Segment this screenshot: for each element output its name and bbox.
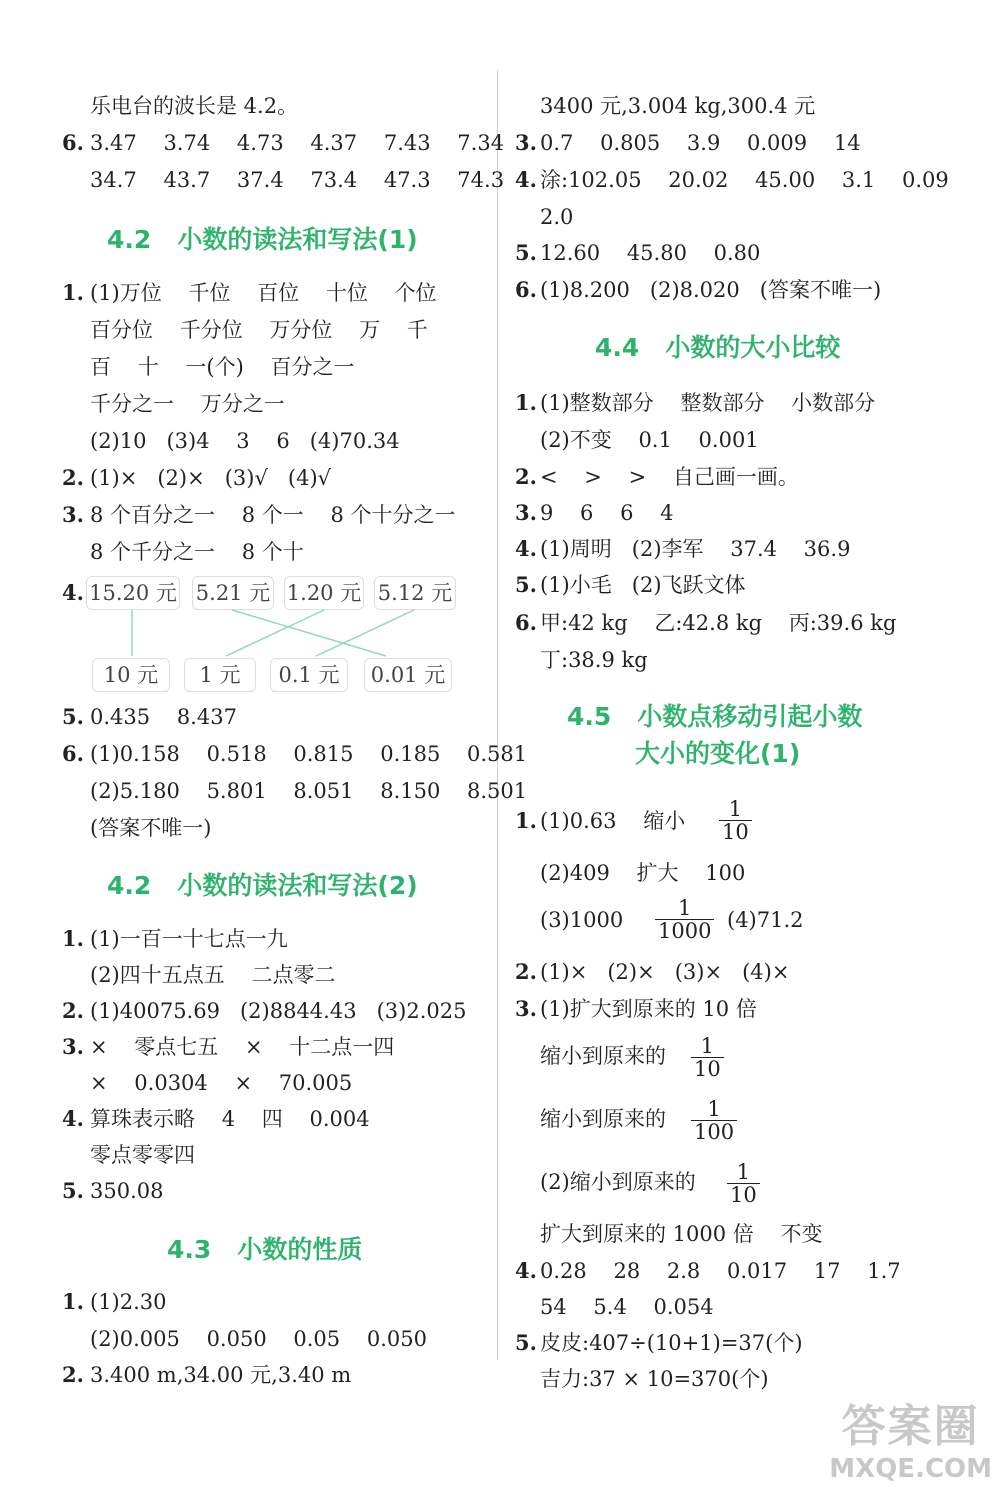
answer-line: 扩大到原来的 1000 倍 不变 [540, 1222, 823, 1246]
answer-line: (1)× (2)× (3)× (4)× [540, 960, 790, 984]
question-number: 3. [62, 1034, 84, 1059]
answer-line: 2.0 [540, 205, 574, 229]
question-number: 4. [62, 580, 84, 605]
value-box: 1 元 [184, 658, 256, 692]
question-number: 1. [62, 1289, 84, 1314]
question-number: 2. [515, 959, 537, 984]
answer-line: 0.7 0.805 3.9 0.009 14 [540, 131, 861, 155]
watermark-text: 答案圈 [841, 1401, 980, 1452]
answer-line: 百分位 千分位 万分位 万 千 [90, 318, 428, 342]
answer-line: 54 5.4 0.054 [540, 1295, 714, 1319]
answer-line: 34.7 43.7 37.4 73.4 47.3 74.3 [90, 168, 505, 192]
question-number: 1. [515, 390, 537, 415]
answer-line: 9 6 6 4 [540, 501, 674, 525]
answer-line: 丁:38.9 kg [540, 648, 648, 672]
price-box: 15.20 元 [86, 576, 180, 610]
answer-line: (2)四十五点五 二点零二 [90, 963, 336, 987]
answer-line: (1)2.30 [90, 1290, 167, 1314]
question-number: 5. [515, 572, 537, 597]
question-number: 5. [62, 704, 84, 729]
value-box: 10 元 [92, 658, 170, 692]
answer-line: 8 个百分之一 8 个一 8 个十分之一 [90, 503, 456, 527]
section-heading-4-2-part2: 4.2 小数的读法和写法(2) [107, 871, 418, 900]
answer-line: 吉力:37 × 10=370(个) [540, 1367, 769, 1391]
answer-line: 0.28 28 2.8 0.017 17 1.7 [540, 1259, 901, 1283]
question-number: 3. [62, 502, 84, 527]
answer-line: 算珠表示略 4 四 0.004 [90, 1107, 370, 1131]
answer-line: 千分之一 万分之一 [90, 392, 285, 416]
answer-line: 缩小到原来的 [540, 1044, 666, 1068]
answer-line: 百 十 一(个) 百分之一 [90, 355, 355, 379]
answer-line: 零点零零四 [90, 1143, 195, 1167]
value-box: 0.01 元 [364, 658, 452, 692]
answer-line: (1)× (2)× (3)√ (4)√ [90, 466, 332, 490]
column-divider [497, 70, 498, 1360]
answer-line: (2)不变 0.1 0.001 [540, 428, 759, 452]
question-number: 1. [62, 280, 84, 305]
fraction-numerator: 1 [691, 1098, 737, 1121]
answer-line: (1)扩大到原来的 10 倍 [540, 997, 757, 1021]
section-heading-4-5-line1: 4.5 小数点移动引起小数 [567, 702, 863, 731]
answer-line: 皮皮:407÷(10+1)=37(个) [540, 1331, 803, 1355]
section-heading-4-5-line2: 大小的变化(1) [635, 739, 801, 768]
fraction [719, 798, 752, 843]
answer-line: (1)周明 (2)李军 37.4 36.9 [540, 537, 851, 561]
fraction [655, 897, 714, 942]
fraction-numerator: 1 [691, 1035, 724, 1058]
fraction-denominator: 10 [694, 1057, 721, 1081]
question-number: 4. [62, 1106, 84, 1131]
price-box: 5.12 元 [374, 576, 456, 610]
fraction-numerator: 1 [655, 897, 714, 920]
answer-line: (1)小毛 (2)飞跃文体 [540, 573, 746, 597]
answer-line: (2)10 (3)4 3 6 (4)70.34 [90, 429, 400, 453]
matching-lines [86, 608, 466, 658]
question-number: 6. [62, 130, 84, 155]
question-number: 5. [515, 240, 537, 265]
question-number: 4. [515, 167, 537, 192]
answer-line: 3.47 3.74 4.73 4.37 7.43 7.34 [90, 131, 505, 155]
fraction-denominator: 1000 [658, 919, 712, 943]
question-number: 3. [515, 130, 537, 155]
question-number: 3. [515, 500, 537, 525]
question-number: 5. [62, 1178, 84, 1203]
fraction-denominator: 100 [694, 1120, 735, 1144]
answer-line: (1)8.200 (2)8.020 (答案不唯一) [540, 278, 882, 302]
fraction [691, 1098, 737, 1143]
fraction-denominator: 10 [730, 1183, 757, 1207]
question-number: 2. [62, 465, 84, 490]
fraction-numerator: 1 [719, 798, 752, 821]
question-number: 3. [515, 996, 537, 1021]
answer-line: (2)0.005 0.050 0.05 0.050 [90, 1327, 427, 1351]
answer-line: (1)0.158 0.518 0.815 0.185 0.581 [90, 742, 528, 766]
question-number: 2. [62, 1362, 84, 1387]
answer-line: (1)0.63 缩小 [540, 809, 686, 833]
question-number: 6. [515, 277, 537, 302]
answer-line: × 零点七五 × 十二点一四 [90, 1035, 395, 1059]
answer-line: (1)整数部分 整数部分 小数部分 [540, 391, 876, 415]
fraction-denominator: 10 [722, 820, 749, 844]
answer-line: (1)一百一十七点一九 [90, 927, 288, 951]
answer-line: 8 个千分之一 8 个十 [90, 540, 304, 564]
fraction [727, 1161, 760, 1206]
question-number: 4. [515, 1258, 537, 1283]
answer-line: (2)409 扩大 100 [540, 861, 746, 885]
answer-line: 350.08 [90, 1179, 164, 1203]
answer-line: (4)71.2 [727, 908, 804, 932]
answer-line: 甲:42 kg 乙:42.8 kg 丙:39.6 kg [540, 611, 897, 635]
question-number: 6. [62, 741, 84, 766]
answer-line: (3)1000 [540, 908, 624, 932]
answer-line: × 0.0304 × 70.005 [90, 1071, 353, 1095]
section-heading-4-2-part1: 4.2 小数的读法和写法(1) [107, 225, 418, 254]
answer-line: < > > 自己画一画。 [540, 465, 799, 489]
question-number: 5. [515, 1330, 537, 1355]
watermark-url: MXQE.COM [829, 1454, 992, 1484]
price-box: 5.21 元 [192, 576, 274, 610]
answer-line: (1)40075.69 (2)8844.43 (3)2.025 [90, 999, 467, 1023]
answer-line: 0.435 8.437 [90, 705, 237, 729]
answer-line: (2)5.180 5.801 8.051 8.150 8.501 [90, 779, 528, 803]
watermark-logo [829, 1390, 992, 1484]
answer-line: (2)缩小到原来的 [540, 1170, 696, 1194]
value-box: 0.1 元 [270, 658, 348, 692]
section-heading-4-4: 4.4 小数的大小比较 [595, 333, 841, 362]
section-heading-4-3: 4.3 小数的性质 [167, 1235, 363, 1264]
answer-line: 3.400 m,34.00 元,3.40 m [90, 1363, 352, 1387]
question-number: 4. [515, 536, 537, 561]
question-number: 2. [62, 998, 84, 1023]
answer-line: 乐电台的波长是 4.2。 [90, 94, 299, 118]
question-number: 1. [62, 926, 84, 951]
question-number: 2. [515, 464, 537, 489]
question-number: 6. [515, 610, 537, 635]
answer-line: (答案不唯一) [90, 816, 212, 840]
answer-line: 12.60 45.80 0.80 [540, 241, 761, 265]
fraction [691, 1035, 724, 1080]
answer-line: 缩小到原来的 [540, 1107, 666, 1131]
answer-line: (1)万位 千位 百位 十位 个位 [90, 281, 437, 305]
price-box: 1.20 元 [284, 576, 364, 610]
answer-line: 3400 元,3.004 kg,300.4 元 [540, 94, 816, 118]
fraction-numerator: 1 [727, 1161, 760, 1184]
answer-line: 涂:102.05 20.02 45.00 3.1 0.09 [540, 168, 949, 192]
question-number: 1. [515, 808, 537, 833]
